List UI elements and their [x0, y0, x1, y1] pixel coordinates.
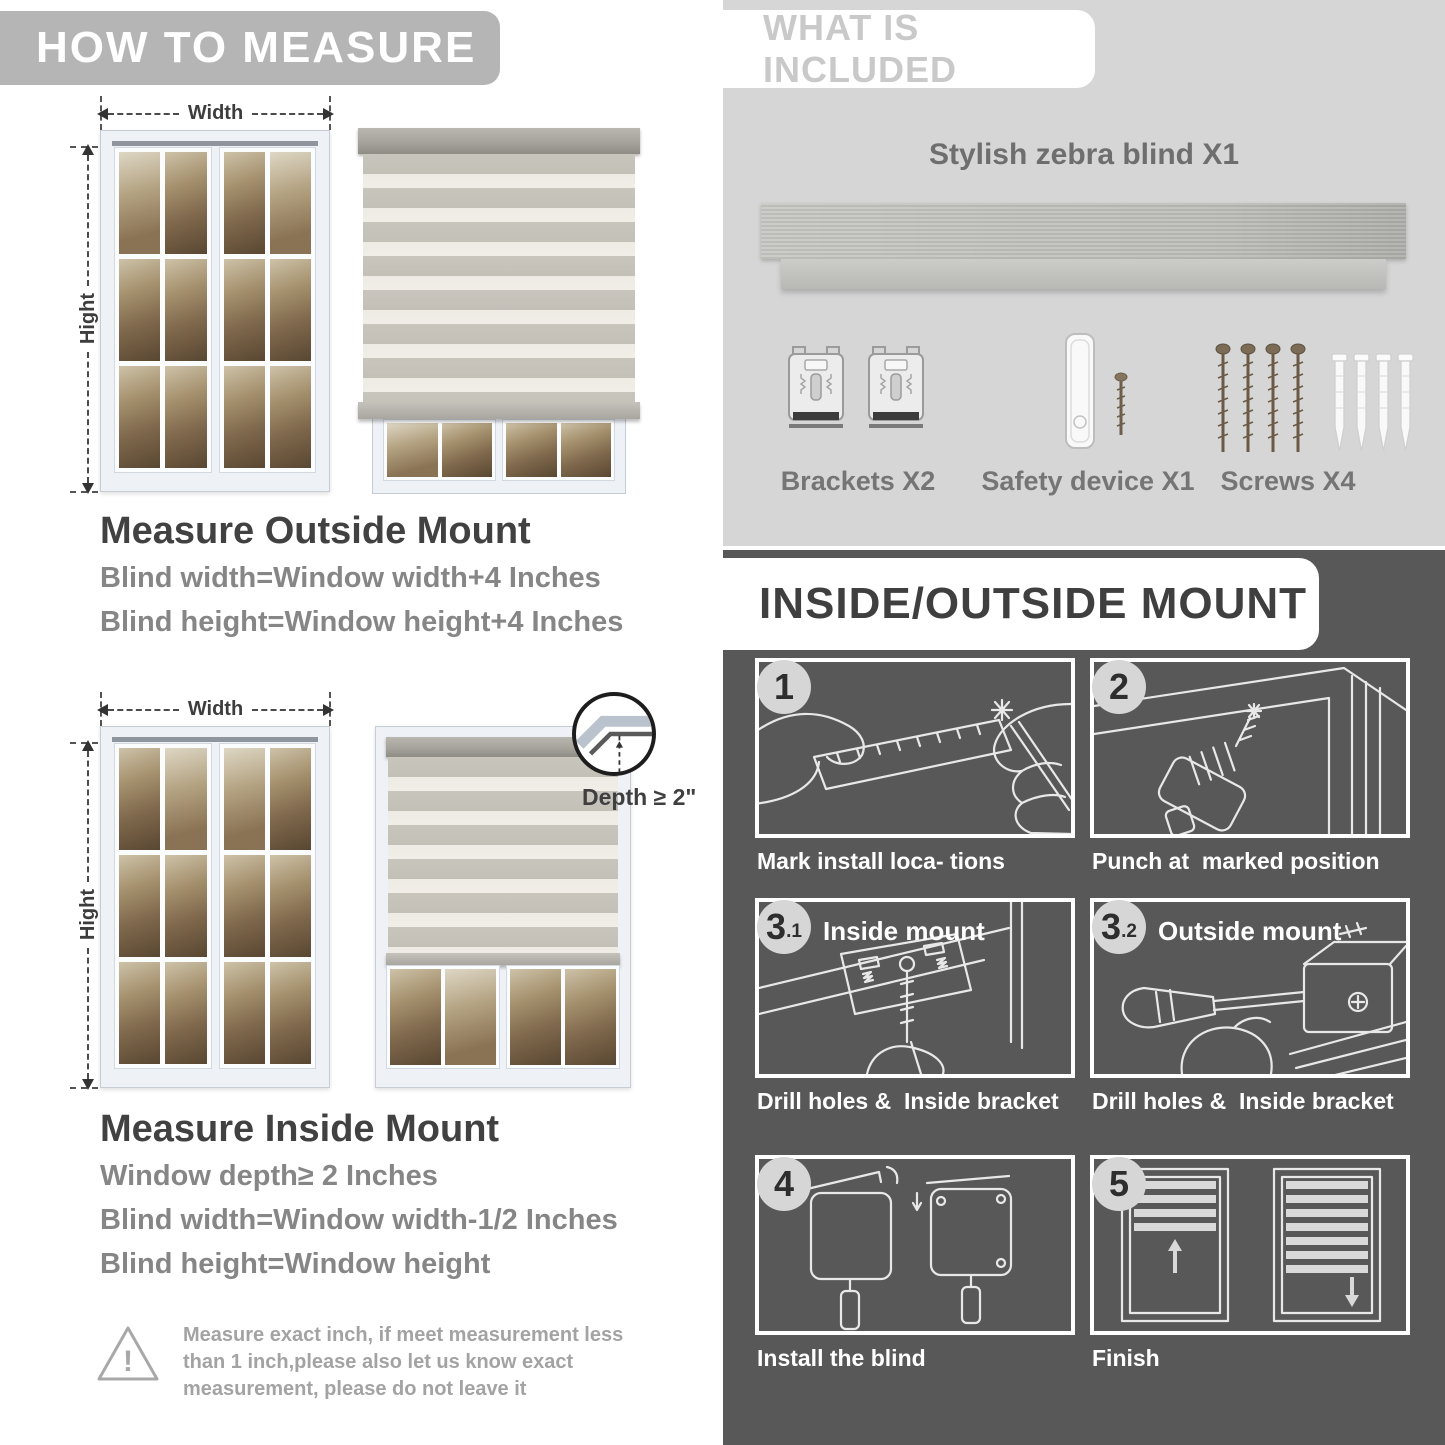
- height-label: Hight: [76, 889, 99, 941]
- step-5-caption: Finish: [1092, 1345, 1160, 1371]
- screws-image: [1215, 342, 1315, 465]
- width-dimension-arrow: [97, 102, 334, 125]
- step-4-panel: [755, 1155, 1075, 1335]
- what-is-included-title: WHAT IS INCLUDED: [763, 7, 957, 90]
- blind-bottom-rail: [386, 953, 620, 965]
- arrow-up-icon: [82, 740, 94, 751]
- step-1-number-badge: 1: [757, 660, 811, 714]
- screws-label: Screws X4: [1220, 466, 1356, 496]
- window-lower-panes: [386, 965, 620, 1069]
- arrow-right-icon: [323, 108, 334, 120]
- exclamation-triangle-icon: [95, 1322, 161, 1384]
- outside-mount-heading: Measure Outside Mount: [100, 510, 531, 552]
- wall-anchors-image: [1331, 352, 1417, 463]
- blind-cassette-photo: [761, 203, 1406, 259]
- blind-rail-photo: [781, 259, 1386, 289]
- step-3-2-caption: Drill holes & Inside bracket: [1092, 1088, 1394, 1114]
- brackets-label: Brackets X2: [780, 466, 936, 496]
- zebra-blind-outside-mount: [358, 128, 640, 494]
- step-3-1-panel: [755, 898, 1075, 1078]
- arrow-left-icon: [97, 108, 108, 120]
- width-label: Width: [187, 102, 244, 124]
- step-3-1-number-badge: 3 .1: [757, 900, 811, 954]
- arrow-down-icon: [82, 483, 94, 494]
- arrow-right-icon: [323, 704, 334, 716]
- step-1-panel: [755, 658, 1075, 838]
- step-4-number-badge: 4: [757, 1157, 811, 1211]
- exclamation-mark: !: [123, 1345, 133, 1378]
- blind-stripes: [363, 154, 635, 402]
- step-2-panel: [1090, 658, 1410, 838]
- height-label: Hight: [76, 293, 99, 345]
- outside-mount-step-title: Outside mount: [1158, 916, 1342, 946]
- width-label: Width: [187, 698, 244, 720]
- blind-cassette: [358, 128, 640, 154]
- step-4-caption: Install the blind: [757, 1345, 926, 1371]
- width-dimension-arrow-2: [97, 698, 334, 721]
- what-is-included-panel: [723, 0, 1445, 546]
- step-2-caption: Punch at marked position: [1092, 848, 1380, 874]
- height-dimension-arrow: [77, 144, 99, 494]
- depth-detail-magnifier: [572, 692, 656, 776]
- inside-formula-height: Blind height=Window height: [100, 1248, 491, 1280]
- outside-formula-height: Blind height=Window height+4 Inches: [100, 606, 624, 638]
- step-3-1-caption: Drill holes & Inside bracket: [757, 1088, 1059, 1114]
- mount-section-title: INSIDE/OUTSIDE MOUNT: [759, 579, 1308, 628]
- window-lower-panes: [372, 419, 626, 494]
- arrow-down-icon: [82, 1079, 94, 1090]
- step-2-number-badge: 2: [1092, 660, 1146, 714]
- step-3-2-number-badge: 3 .2: [1092, 900, 1146, 954]
- inside-formula-depth: Window depth≥ 2 Inches: [100, 1160, 438, 1192]
- bracket-image-1: [785, 344, 847, 443]
- safety-device-label: Safety device X1: [981, 466, 1195, 496]
- product-label: Stylish zebra blind X1: [928, 138, 1240, 171]
- step-1-caption: Mark install loca- tions: [757, 848, 1005, 874]
- inside-mount-heading: Measure Inside Mount: [100, 1108, 500, 1150]
- window-photo-outside: [100, 130, 330, 492]
- window-corner-detail-icon: [576, 696, 652, 772]
- inside-formula-width: Blind width=Window width-1/2 Inches: [100, 1204, 618, 1236]
- inside-mount-step-title: Inside mount: [823, 916, 985, 946]
- inside-outside-mount-panel: [723, 550, 1445, 1445]
- arrow-left-icon: [97, 704, 108, 716]
- step-3-2-panel: [1090, 898, 1410, 1078]
- mount-section-header: [723, 558, 1319, 650]
- zebra-blind-inside-mount: [375, 726, 631, 1088]
- window-photo-inside: [100, 726, 330, 1088]
- safety-device-image: [1060, 330, 1102, 459]
- step-5-number-badge: 5: [1092, 1157, 1146, 1211]
- warning-text: Measure exact inch, if meet measurement less than 1 inch,please also let us know exact measurement, please do not leave it: [183, 1324, 624, 1400]
- height-dimension-arrow-2: [77, 740, 99, 1090]
- depth-label: Depth ≥ 2": [582, 784, 697, 810]
- measurement-warning: [95, 1322, 651, 1403]
- bracket-image-2: [865, 344, 927, 443]
- how-to-measure-title: HOW TO MEASURE: [36, 23, 477, 72]
- how-to-measure-header: [0, 11, 500, 85]
- what-is-included-header: [723, 7, 1095, 90]
- blind-bottom-rail: [358, 402, 640, 419]
- outside-formula-width: Blind width=Window width+4 Inches: [100, 562, 601, 594]
- step-5-panel: [1090, 1155, 1410, 1335]
- safety-screw-image: [1113, 372, 1129, 443]
- arrow-up-icon: [82, 144, 94, 155]
